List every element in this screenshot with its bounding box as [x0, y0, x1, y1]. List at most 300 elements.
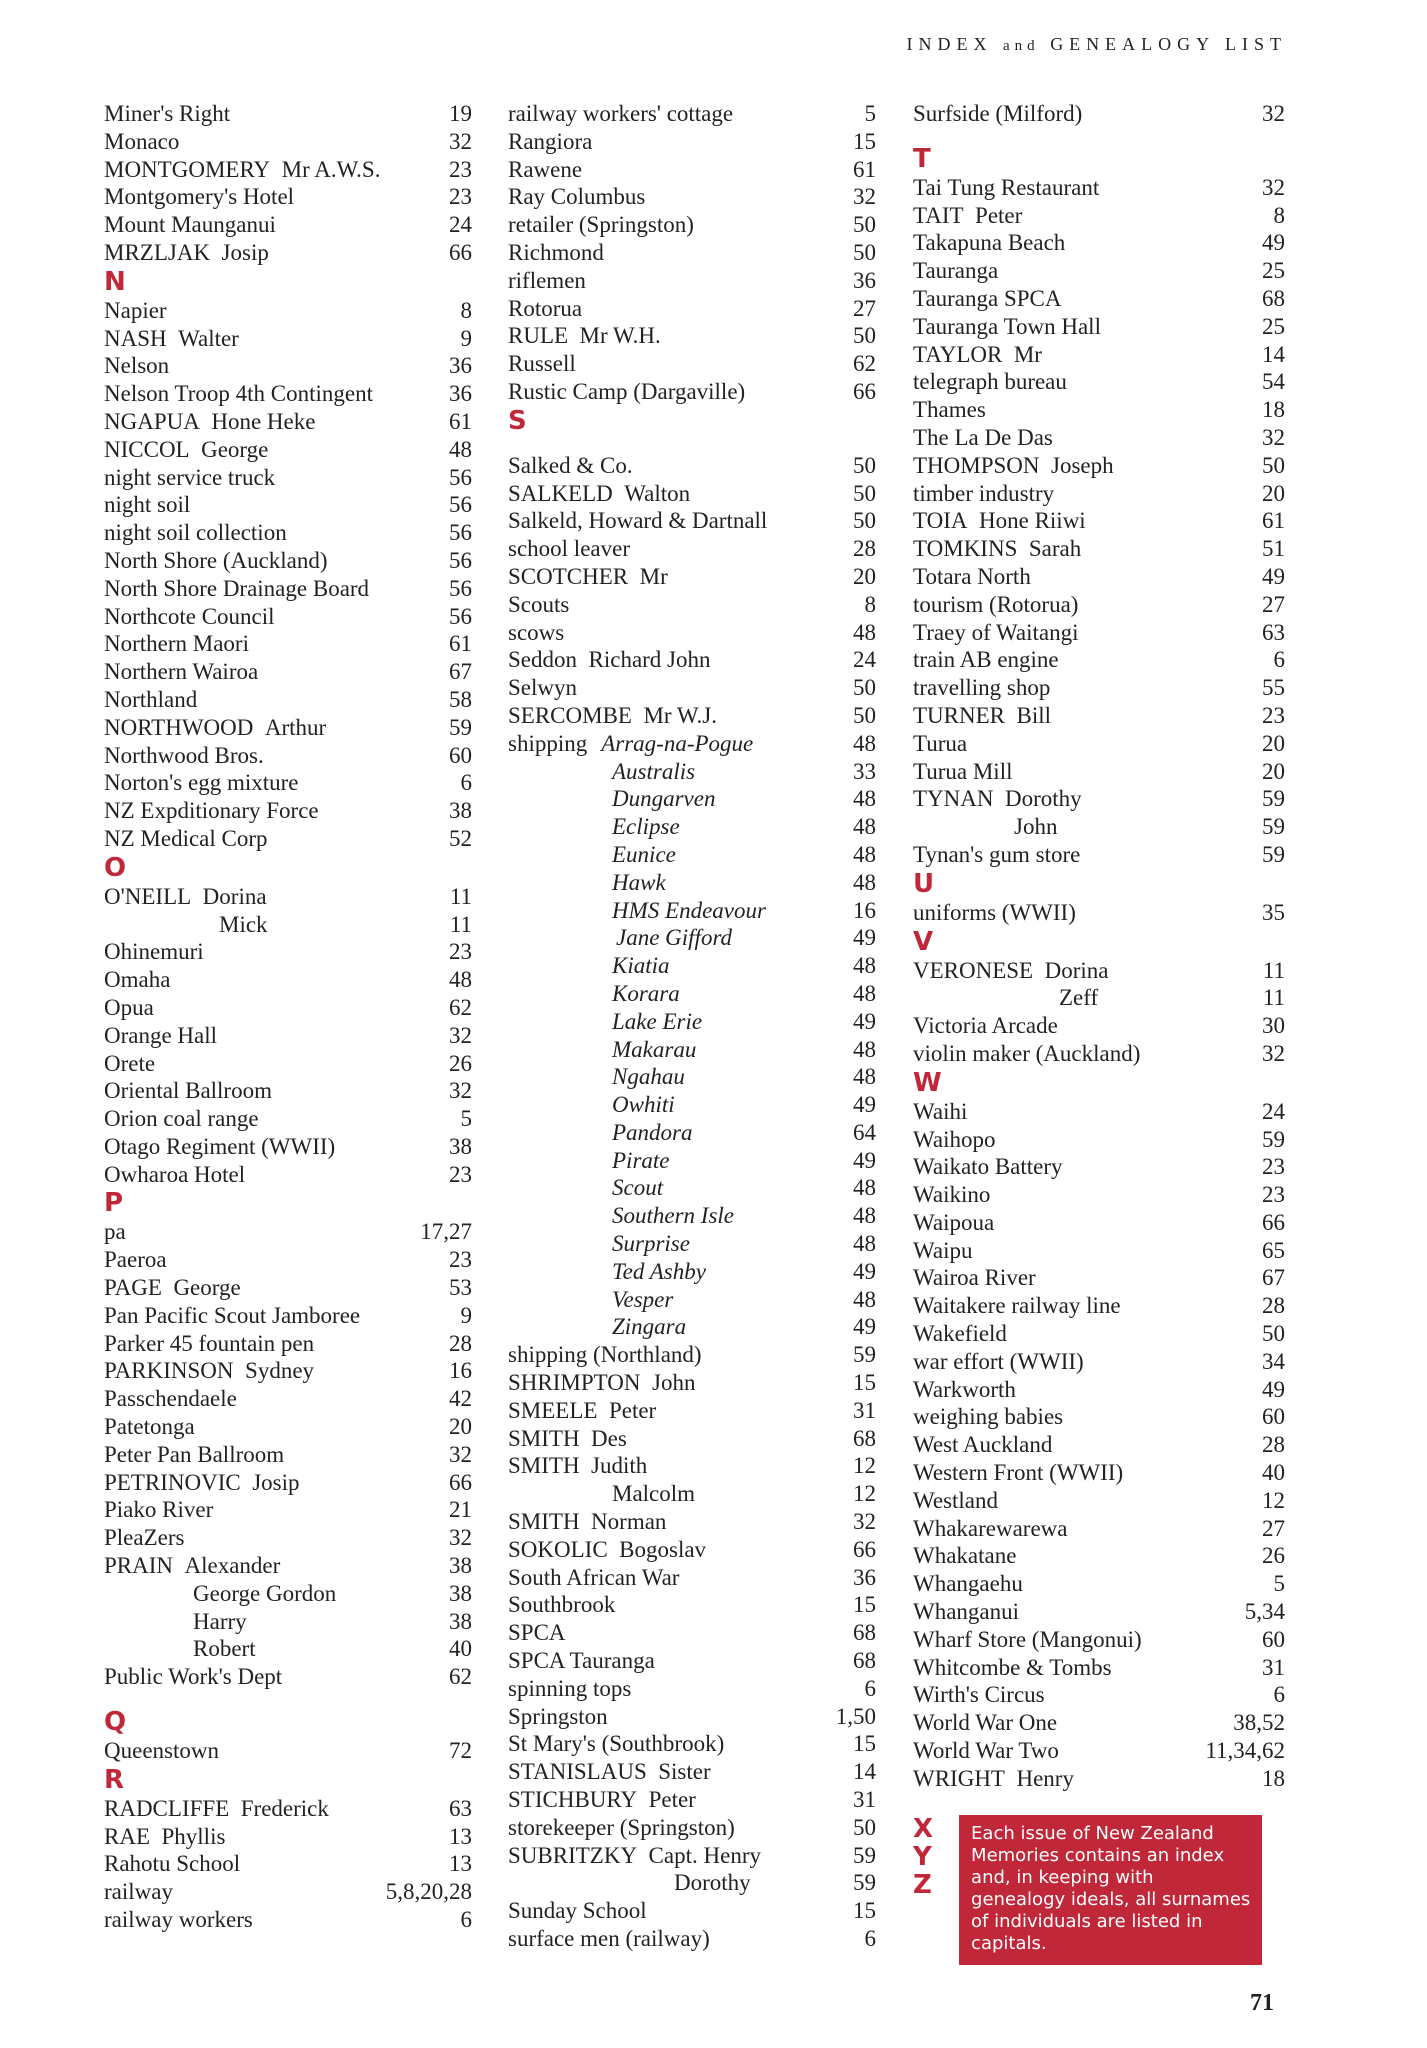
index-entry — [508, 1091, 876, 1119]
index-entry — [508, 563, 876, 591]
entry-pages: 49 — [1262, 230, 1285, 256]
entry-pages: 48 — [853, 1064, 876, 1090]
entry-ship-name: Zingara — [612, 1314, 687, 1340]
entry-text: Harry — [193, 1608, 247, 1634]
entry-term — [913, 591, 1262, 619]
entry-text: Piako River — [104, 1497, 214, 1523]
entry-term — [104, 1737, 449, 1765]
entry-pages: 67 — [1262, 1265, 1285, 1291]
entry-term — [913, 285, 1262, 313]
letter-heading-t: T — [913, 143, 931, 174]
index-entry — [913, 424, 1285, 452]
index-entry — [508, 1119, 876, 1147]
entry-text: Parker 45 fountain pen — [104, 1330, 315, 1356]
entry-text: night soil — [104, 492, 191, 518]
entry-text: SALKELD Walton — [508, 480, 691, 506]
entry-text: shipping — [508, 730, 588, 756]
entry-pages: 38 — [449, 1133, 472, 1159]
entry-text: STICHBURY Peter — [508, 1787, 696, 1813]
entry-term — [508, 1591, 853, 1619]
entry-pages: 20 — [1262, 758, 1285, 784]
entry-pages: 38 — [449, 1608, 472, 1634]
entry-text: RULE Mr W.H. — [508, 323, 661, 349]
entry-pages: 28 — [1262, 1293, 1285, 1319]
entry-text: George Gordon — [193, 1580, 337, 1606]
index-entry — [104, 742, 472, 770]
entry-text: SCOTCHER Mr — [508, 563, 668, 589]
entry-pages: 19 — [449, 101, 472, 126]
index-entry — [913, 1209, 1285, 1237]
xyz-section — [913, 1815, 1262, 1965]
index-entry — [913, 1431, 1285, 1459]
entry-term — [913, 1737, 1205, 1765]
entry-text: Totara North — [913, 563, 1031, 589]
entry-text: school leaver — [508, 536, 630, 562]
entry-ship-name: Dungarven — [612, 786, 716, 812]
entry-text: Otago Regiment (WWII) — [104, 1133, 336, 1159]
entry-text: NORTHWOOD Arthur — [104, 714, 327, 740]
entry-term — [913, 174, 1262, 202]
entry-text: SUBRITZKY Capt. Henry — [508, 1842, 761, 1868]
entry-term — [104, 1133, 449, 1161]
entry-text: Orion coal range — [104, 1106, 259, 1132]
entry-pages: 66 — [853, 1536, 876, 1562]
index-entry — [913, 1487, 1285, 1515]
entry-term — [508, 1341, 853, 1369]
entry-term — [508, 1008, 853, 1036]
entry-text: Rahotu School — [104, 1851, 241, 1877]
entry-term — [913, 1542, 1262, 1570]
header-index: INDEX — [906, 34, 993, 54]
entry-text: Oriental Ballroom — [104, 1078, 272, 1104]
entry-pages: 8 — [864, 591, 876, 617]
index-entry — [508, 646, 876, 674]
entry-pages: 63 — [449, 1795, 472, 1821]
entry-ship-name: Eclipse — [612, 814, 680, 840]
entry-pages: 48 — [853, 1286, 876, 1312]
entry-term — [508, 924, 853, 952]
entry-pages: 59 — [1262, 786, 1285, 812]
entry-pages: 68 — [853, 1620, 876, 1646]
entry-pages: 50 — [853, 212, 876, 238]
index-entry — [104, 1580, 472, 1608]
entry-term — [104, 575, 449, 603]
entry-pages: 59 — [1262, 814, 1285, 840]
entry-text: Ray Columbus — [508, 184, 646, 210]
entry-term — [508, 1174, 853, 1202]
entry-term — [508, 869, 853, 897]
entry-pages: 49 — [853, 925, 876, 951]
index-entry — [508, 897, 876, 925]
entry-term — [913, 1012, 1262, 1040]
entry-text: Victoria Arcade — [913, 1013, 1058, 1039]
entry-pages: 15 — [853, 128, 876, 154]
entry-term — [508, 591, 865, 619]
index-entry — [913, 1598, 1285, 1626]
entry-pages: 49 — [853, 1314, 876, 1340]
index-entry — [508, 211, 876, 239]
entry-term — [508, 1842, 853, 1870]
index-entry — [913, 1737, 1285, 1765]
page-number: 71 — [1250, 1990, 1274, 2016]
entry-term — [104, 1246, 449, 1274]
entry-pages: 59 — [1262, 841, 1285, 867]
entry-text: SPCA — [508, 1620, 566, 1646]
entry-pages: 23 — [449, 1247, 472, 1273]
entry-ship-name: Jane Gifford — [616, 925, 733, 951]
entry-text: TAYLOR Mr — [913, 341, 1042, 367]
entry-pages: 62 — [449, 994, 472, 1020]
entry-pages: 20 — [1262, 480, 1285, 506]
entry-pages: 15 — [853, 1370, 876, 1396]
entry-term — [104, 966, 449, 994]
index-entry — [913, 1542, 1285, 1570]
entry-pages: 58 — [449, 686, 472, 712]
entry-term — [913, 813, 1262, 841]
entry-pages: 66 — [449, 1469, 472, 1495]
index-entry — [508, 128, 876, 156]
entry-pages: 38 — [449, 798, 472, 824]
index-entry — [508, 924, 876, 952]
entry-pages: 11,34,62 — [1205, 1738, 1285, 1764]
index-entry — [913, 1153, 1285, 1181]
entry-ship-name: Korara — [612, 980, 680, 1006]
index-entry — [104, 297, 472, 325]
entry-text: storekeeper (Springston) — [508, 1814, 735, 1840]
entry-pages: 72 — [449, 1738, 472, 1764]
entry-pages: 35 — [1262, 899, 1285, 925]
index-entry — [104, 575, 472, 603]
entry-text: Owharoa Hotel — [104, 1161, 246, 1187]
entry-pages: 23 — [449, 939, 472, 965]
entry-term — [104, 547, 449, 575]
entry-term — [104, 1050, 449, 1078]
entry-term — [104, 1524, 449, 1552]
index-column-1 — [104, 100, 472, 1934]
entry-text: timber industry — [913, 480, 1055, 506]
entry-term — [508, 785, 853, 813]
entry-pages: 62 — [449, 1664, 472, 1690]
entry-term — [104, 658, 449, 686]
entry-pages: 56 — [449, 603, 472, 629]
entry-text: World War Two — [913, 1738, 1059, 1764]
entry-pages: 40 — [1262, 1460, 1285, 1486]
entry-text: RAE Phyllis — [104, 1823, 226, 1849]
entry-term — [104, 1022, 449, 1050]
entry-pages: 36 — [449, 353, 472, 379]
header-and: and — [1003, 38, 1040, 54]
entry-pages: 49 — [853, 1258, 876, 1284]
entry-term — [104, 380, 449, 408]
entry-ship-name: Owhiti — [612, 1092, 675, 1118]
entry-term — [913, 1654, 1262, 1682]
entry-text: Tauranga Town Hall — [913, 313, 1101, 339]
entry-pages: 15 — [853, 1898, 876, 1924]
entry-text: SMEELE Peter — [508, 1397, 657, 1423]
entry-term — [913, 1181, 1262, 1209]
entry-term — [508, 267, 853, 295]
entry-text: Scouts — [508, 591, 570, 617]
index-entry — [104, 1302, 472, 1330]
entry-pages: 59 — [449, 714, 472, 740]
entry-term — [104, 239, 449, 267]
entry-term — [104, 714, 449, 742]
entry-pages: 6 — [460, 1907, 472, 1933]
index-entry — [508, 156, 876, 184]
entry-term — [104, 994, 449, 1022]
entry-term — [508, 1508, 853, 1536]
entry-text: Mount Maunganui — [104, 212, 276, 238]
entry-text: Northland — [104, 686, 198, 712]
entry-pages: 27 — [1262, 591, 1285, 617]
entry-text: Thames — [913, 397, 986, 423]
entry-text: Northcote Council — [104, 603, 275, 629]
entry-text: NGAPUA Hone Heke — [104, 408, 316, 434]
letter-heading-r: R — [104, 1764, 125, 1795]
index-entry — [104, 1022, 472, 1050]
entry-text: tourism (Rotorua) — [913, 591, 1079, 617]
entry-term — [508, 1313, 853, 1341]
entry-term — [104, 1823, 449, 1851]
index-entry — [913, 899, 1285, 927]
entry-text: Ohinemuri — [104, 939, 204, 965]
entry-pages: 32 — [853, 184, 876, 210]
entry-term — [508, 1091, 853, 1119]
entry-term — [913, 899, 1262, 927]
entry-term — [913, 507, 1262, 535]
entry-pages: 59 — [853, 1342, 876, 1368]
index-note-box: Each issue of New Zealand Memories contains an index and, in keeping with genealogy ideals, all surnames of individuals are listed in capitals. — [959, 1815, 1262, 1965]
entry-text: Wairoa River — [913, 1265, 1036, 1291]
entry-text: Waihopo — [913, 1126, 996, 1152]
entry-term — [508, 211, 853, 239]
entry-term — [508, 841, 853, 869]
index-entry — [104, 966, 472, 994]
index-entry — [913, 1403, 1285, 1431]
entry-pages: 13 — [449, 1823, 472, 1849]
entry-text: railway workers — [104, 1907, 253, 1933]
index-entry — [913, 1126, 1285, 1154]
index-entry — [508, 1619, 876, 1647]
entry-text: Nelson — [104, 353, 170, 379]
index-entry — [104, 994, 472, 1022]
entry-term — [913, 646, 1274, 674]
entry-pages: 66 — [853, 378, 876, 404]
entry-ship-name: Kiatia — [612, 953, 670, 979]
index-entry — [913, 1709, 1285, 1737]
entry-term — [913, 1709, 1233, 1737]
entry-text: Opua — [104, 994, 154, 1020]
index-entry — [104, 825, 472, 853]
entry-term — [104, 352, 449, 380]
entry-pages: 50 — [853, 1814, 876, 1840]
entry-term — [913, 1570, 1274, 1598]
index-entry — [913, 1459, 1285, 1487]
index-entry — [508, 1591, 876, 1619]
entry-pages: 61 — [449, 631, 472, 657]
index-entry — [104, 1246, 472, 1274]
entry-pages: 48 — [853, 869, 876, 895]
entry-term — [104, 1608, 449, 1636]
index-entry — [508, 1036, 876, 1064]
entry-pages: 18 — [1262, 397, 1285, 423]
entry-pages: 16 — [449, 1358, 472, 1384]
entry-pages: 50 — [853, 452, 876, 478]
entry-text: Malcolm — [612, 1481, 696, 1507]
entry-text: Dorothy — [674, 1870, 751, 1896]
entry-pages: 50 — [853, 675, 876, 701]
index-entry — [913, 984, 1285, 1012]
entry-term — [508, 1619, 853, 1647]
entry-pages: 1,50 — [835, 1703, 876, 1729]
index-entry — [913, 257, 1285, 285]
entry-term — [913, 1153, 1262, 1181]
index-entry — [913, 100, 1285, 128]
letter-heading-x: X — [913, 1814, 934, 1844]
entry-term — [508, 1286, 853, 1314]
entry-pages: 6 — [1273, 1682, 1285, 1708]
index-entry — [508, 702, 876, 730]
entry-pages: 60 — [1262, 1404, 1285, 1430]
entry-pages: 28 — [1262, 1432, 1285, 1458]
spacer — [913, 128, 1285, 144]
entry-text: Springston — [508, 1703, 608, 1729]
entry-text: Southbrook — [508, 1592, 616, 1618]
index-entry — [508, 869, 876, 897]
entry-term — [913, 452, 1262, 480]
entry-term — [104, 1441, 449, 1469]
entry-pages: 48 — [853, 814, 876, 840]
index-entry — [104, 519, 472, 547]
entry-pages: 48 — [853, 1036, 876, 1062]
entry-pages: 13 — [449, 1851, 472, 1877]
entry-pages: 59 — [1262, 1126, 1285, 1152]
entry-text: Monaco — [104, 128, 180, 154]
entry-ship-name: Pirate — [612, 1147, 670, 1173]
entry-text: telegraph bureau — [913, 369, 1067, 395]
entry-term — [508, 378, 853, 406]
index-entry — [104, 1850, 472, 1878]
index-entry — [104, 686, 472, 714]
index-entry — [508, 1174, 876, 1202]
entry-pages: 49 — [853, 1092, 876, 1118]
entry-text: Rawene — [508, 156, 583, 182]
entry-term — [104, 1274, 449, 1302]
entry-term — [913, 1487, 1262, 1515]
entry-term — [508, 1536, 853, 1564]
index-entry — [508, 1675, 876, 1703]
index-entry — [508, 785, 876, 813]
index-entry — [104, 100, 472, 128]
letter-heading-v: V — [913, 926, 934, 957]
index-entry — [913, 841, 1285, 869]
entry-pages: 15 — [853, 1592, 876, 1618]
entry-term — [508, 1119, 853, 1147]
entry-term — [104, 603, 449, 631]
index-entry — [508, 1341, 876, 1369]
entry-text: WRIGHT Henry — [913, 1765, 1074, 1791]
index-entry — [104, 1218, 472, 1246]
entry-term — [913, 957, 1263, 985]
entry-term — [913, 1431, 1262, 1459]
entry-term — [104, 1077, 449, 1105]
entry-text: Sunday School — [508, 1898, 647, 1924]
index-entry — [913, 202, 1285, 230]
entry-text: Nelson Troop 4th Contingent — [104, 381, 374, 407]
entry-pages: 11 — [449, 883, 472, 909]
entry-term — [104, 1906, 461, 1934]
entry-term — [104, 1663, 449, 1691]
index-entry — [913, 1098, 1285, 1126]
entry-text: Waikato Battery — [913, 1154, 1063, 1180]
entry-ship-name: Surprise — [612, 1231, 690, 1257]
entry-text: SERCOMBE Mr W.J. — [508, 702, 717, 728]
entry-text: Pan Pacific Scout Jamboree — [104, 1302, 361, 1328]
index-entry — [913, 1570, 1285, 1598]
entry-term — [913, 1320, 1262, 1348]
index-entry — [508, 1703, 876, 1731]
entry-pages: 32 — [449, 1078, 472, 1104]
index-entry — [913, 535, 1285, 563]
entry-term — [508, 563, 853, 591]
entry-pages: 50 — [853, 239, 876, 265]
entry-term — [913, 313, 1262, 341]
index-entry — [508, 1869, 876, 1897]
index-entry — [104, 1441, 472, 1469]
index-entry — [508, 841, 876, 869]
entry-pages: 25 — [1262, 258, 1285, 284]
entry-text: Miner's Right — [104, 101, 231, 126]
entry-term — [508, 1036, 853, 1064]
index-entry — [913, 1292, 1285, 1320]
entry-term — [913, 100, 1262, 128]
entry-text: Traey of Waitangi — [913, 619, 1079, 645]
entry-term — [104, 408, 449, 436]
entry-text: spinning tops — [508, 1675, 632, 1701]
entry-term — [104, 1469, 449, 1497]
entry-term — [508, 1369, 853, 1397]
index-entry — [913, 1376, 1285, 1404]
entry-text: Tynan's gum store — [913, 841, 1081, 867]
index-entry — [508, 480, 876, 508]
entry-term — [508, 295, 853, 323]
index-entry — [913, 452, 1285, 480]
entry-text: Wharf Store (Mangonui) — [913, 1626, 1142, 1652]
index-entry — [104, 1469, 472, 1497]
entry-text: SMITH Judith — [508, 1453, 648, 1479]
index-entry — [104, 630, 472, 658]
index-entry — [913, 1765, 1285, 1793]
entry-pages: 59 — [853, 1842, 876, 1868]
entry-ship-name: Eunice — [612, 841, 676, 867]
entry-pages: 63 — [1262, 619, 1285, 645]
entry-text: Northern Wairoa — [104, 659, 259, 685]
entry-term — [913, 535, 1262, 563]
entry-text: The La De Das — [913, 424, 1053, 450]
entry-term — [913, 758, 1262, 786]
entry-text: TOMKINS Sarah — [913, 536, 1082, 562]
entry-pages: 8 — [460, 297, 472, 323]
entry-pages: 17,27 — [420, 1219, 472, 1245]
index-entry — [508, 1063, 876, 1091]
index-entry — [508, 1564, 876, 1592]
entry-text: Waipoua — [913, 1209, 995, 1235]
index-entry — [913, 341, 1285, 369]
entry-pages: 23 — [1262, 702, 1285, 728]
index-entry — [913, 480, 1285, 508]
entry-term — [913, 257, 1262, 285]
entry-term — [913, 702, 1262, 730]
